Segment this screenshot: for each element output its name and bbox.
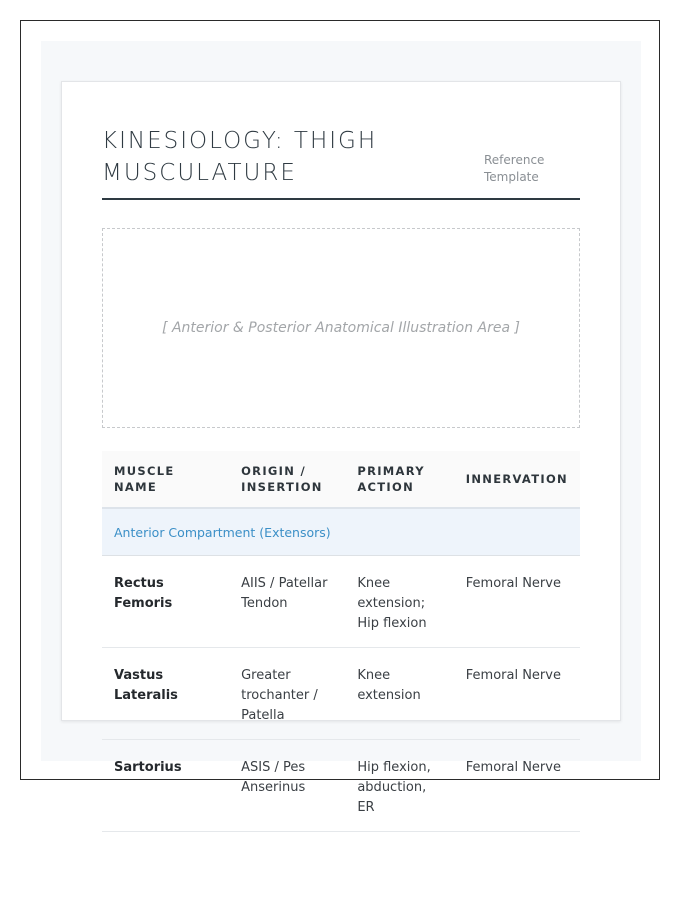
muscle-name: Rectus Femoris bbox=[102, 556, 229, 648]
primary-action: Knee extension bbox=[345, 648, 453, 740]
muscle-name: Sartorius bbox=[102, 740, 229, 832]
column-header-innervation: INNERVATION bbox=[454, 451, 580, 508]
page-title: KINESIOLOGY: THIGH MUSCULATURE bbox=[102, 128, 378, 186]
table-row bbox=[102, 556, 580, 648]
innervation: Femoral Nerve bbox=[454, 740, 580, 832]
template-label bbox=[484, 152, 544, 186]
document-header bbox=[102, 125, 580, 200]
template-label-line2: Template bbox=[484, 170, 539, 184]
table-header-row bbox=[102, 451, 580, 508]
group-row bbox=[102, 508, 580, 556]
group-label: Anterior Compartment (Extensors) bbox=[102, 508, 580, 556]
column-header-primary-action: PRIMARY ACTION bbox=[345, 451, 453, 508]
table-row bbox=[102, 740, 580, 832]
column-header-origin-insertion: ORIGIN / INSERTION bbox=[229, 451, 345, 508]
innervation: Femoral Nerve bbox=[454, 648, 580, 740]
table-row bbox=[102, 648, 580, 740]
column-header-muscle-name: MUSCLE NAME bbox=[102, 451, 229, 508]
primary-action: Hip flexion, abduction, ER bbox=[345, 740, 453, 832]
illustration-placeholder bbox=[102, 228, 580, 428]
origin-insertion: Greater trochanter / Patella bbox=[229, 648, 345, 740]
origin-insertion: ASIS / Pes Anserinus bbox=[229, 740, 345, 832]
muscle-name: Vastus Lateralis bbox=[102, 648, 229, 740]
illustration-placeholder-text: [ Anterior & Posterior Anatomical Illustration Area ] bbox=[162, 320, 520, 336]
innervation: Femoral Nerve bbox=[454, 556, 580, 648]
template-label-line1: Reference bbox=[484, 153, 545, 167]
primary-action: Knee extension; Hip flexion bbox=[345, 556, 453, 648]
muscle-table bbox=[102, 451, 580, 832]
origin-insertion: AIIS / Patellar Tendon bbox=[229, 556, 345, 648]
